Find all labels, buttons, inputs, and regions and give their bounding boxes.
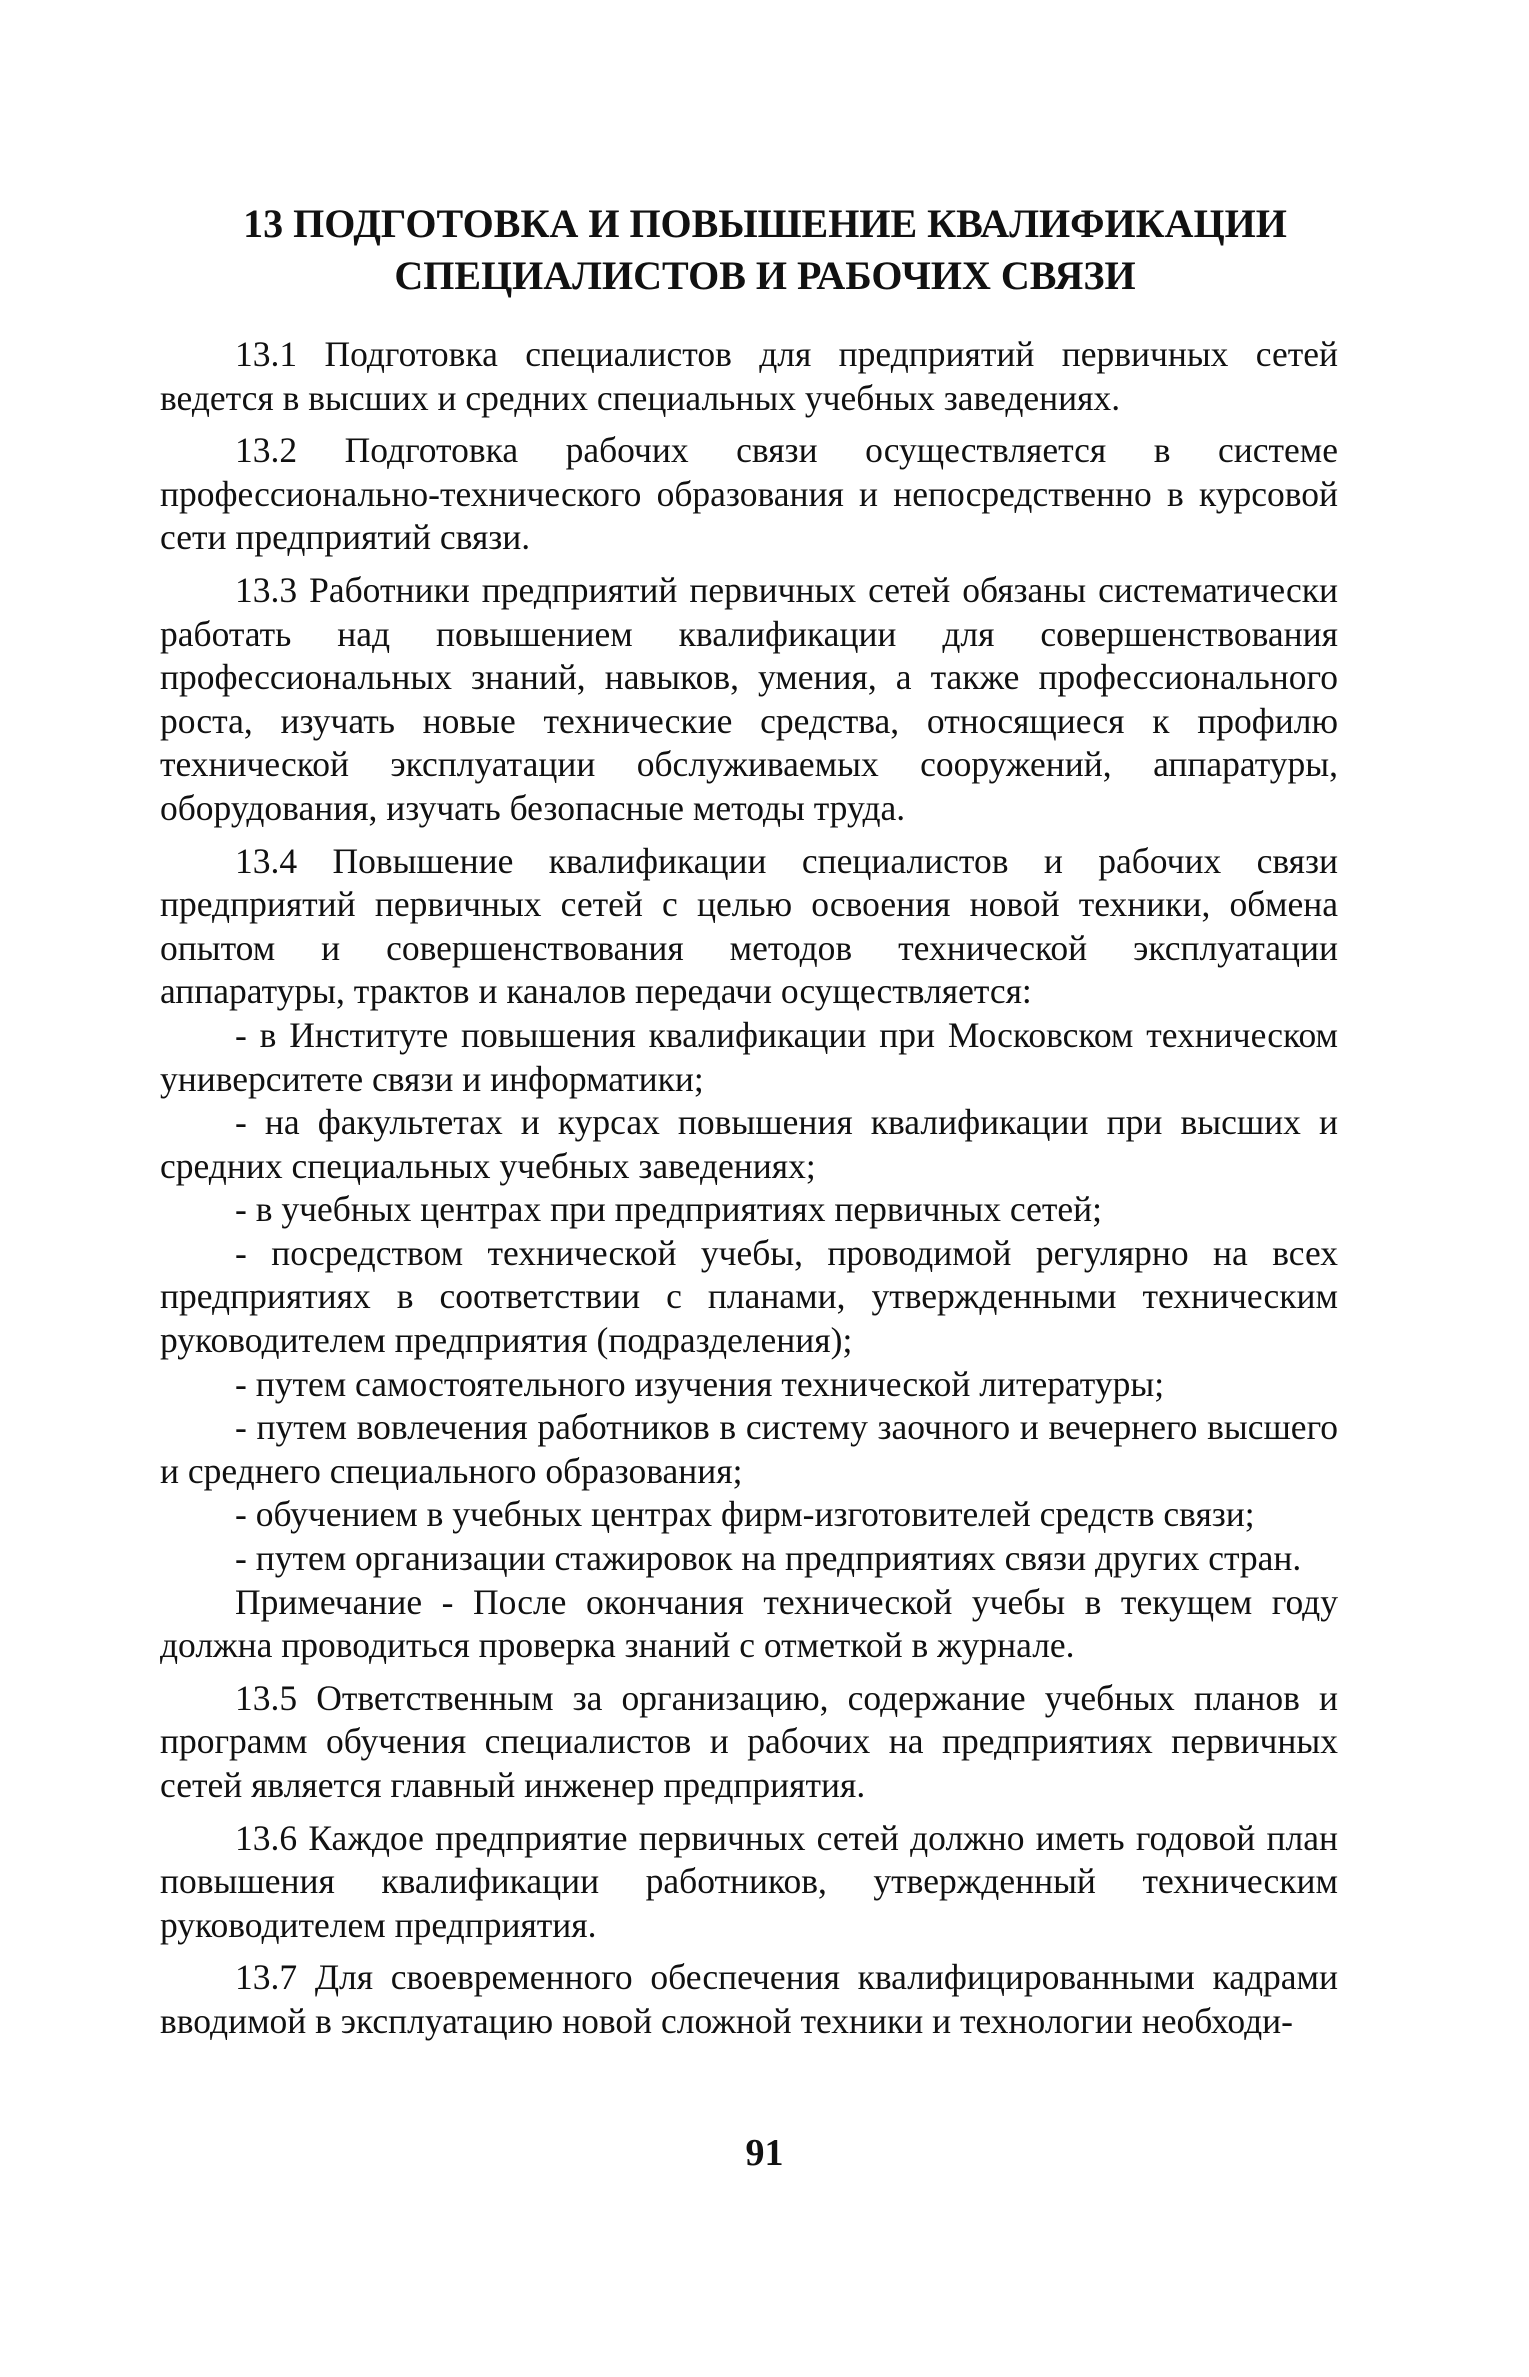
list-item: - в учебных центрах при предприятиях первичных сетей; — [235, 1189, 1102, 1230]
list-item: - путем самостоятельного изучения технической литературы; — [235, 1363, 1165, 1404]
list-item: - путем организации стажировок на предприятиях связи других стран. — [235, 1538, 1302, 1579]
section-heading — [160, 198, 1370, 302]
paragraph-13-7: 13.7 Для своевременного обеспечения квалифицированными кадрами вводимой в эксплуатацию новой сложной техники и технологии необходи- — [160, 1957, 1338, 2041]
training-forms-list — [160, 1014, 1338, 1581]
paragraph-13-1: 13.1 Подготовка специалистов для предприятий первичных сетей ведется в высших и средних специальных учебных заведениях. — [160, 334, 1338, 418]
list-item: - обучением в учебных центрах фирм-изготовителей средств связи; — [235, 1494, 1255, 1535]
section-heading-line-1: 13 ПОДГОТОВКА И ПОВЫШЕНИЕ КВАЛИФИКАЦИИ — [243, 201, 1287, 246]
paragraph-13-6: 13.6 Каждое предприятие первичных сетей должно иметь годовой план повышения квалификации работников, утвержденный техническим руководителем предприятия. — [160, 1817, 1338, 1945]
note-paragraph: Примечание - После окончания технической учебы в текущем году должна проводиться проверка знаний с отметкой в журнале. — [160, 1581, 1338, 1666]
list-item: - посредством технической учебы, проводимой регулярно на всех предприятиях в соответствии с планами, утвержденными техническим руководителем предприятия (подразделения); — [160, 1232, 1338, 1361]
section-body — [160, 333, 1338, 2044]
paragraph-13-2: 13.2 Подготовка рабочих связи осуществляется в системе профессионально-технического образования и непосредственно в курсовой сети предприятий связи. — [160, 430, 1338, 558]
list-item: - путем вовлечения работников в систему заочного и вечернего высшего и среднего специального образования; — [160, 1407, 1338, 1491]
list-item: - в Институте повышения квалификации при Московском техническом университете связи и информатики; — [160, 1014, 1338, 1099]
page-number: 91 — [745, 2132, 784, 2174]
section-heading-line-2: СПЕЦИАЛИСТОВ И РАБОЧИХ СВЯЗИ — [394, 253, 1136, 298]
paragraph-13-4: 13.4 Повышение квалификации специалистов и рабочих связи предприятий первичных сетей с целью освоения новой техники, обмена опытом и совершенствования методов технической эксплуатации аппаратуры, трактов и каналов передачи осуществляется: — [160, 840, 1338, 1012]
paragraph-13-5: 13.5 Ответственным за организацию, содержание учебных планов и программ обучения специалистов и рабочих на предприятиях первичных сетей является главный инженер предприятия. — [160, 1677, 1338, 1805]
paragraph-13-3: 13.3 Работники предприятий первичных сетей обязаны систематически работать над повышением квалификации для совершенствования профессиональных знаний, навыков, умения, а также профессионального роста, изучать новые технические средства, относящиеся к профилю технической эксплуатации обслуживаемых сооружений, аппаратуры, оборудования, изучать безопасные методы труда. — [160, 569, 1338, 828]
list-item: - на факультетах и курсах повышения квалификации при высших и средних специальных учебных заведениях; — [160, 1102, 1338, 1186]
